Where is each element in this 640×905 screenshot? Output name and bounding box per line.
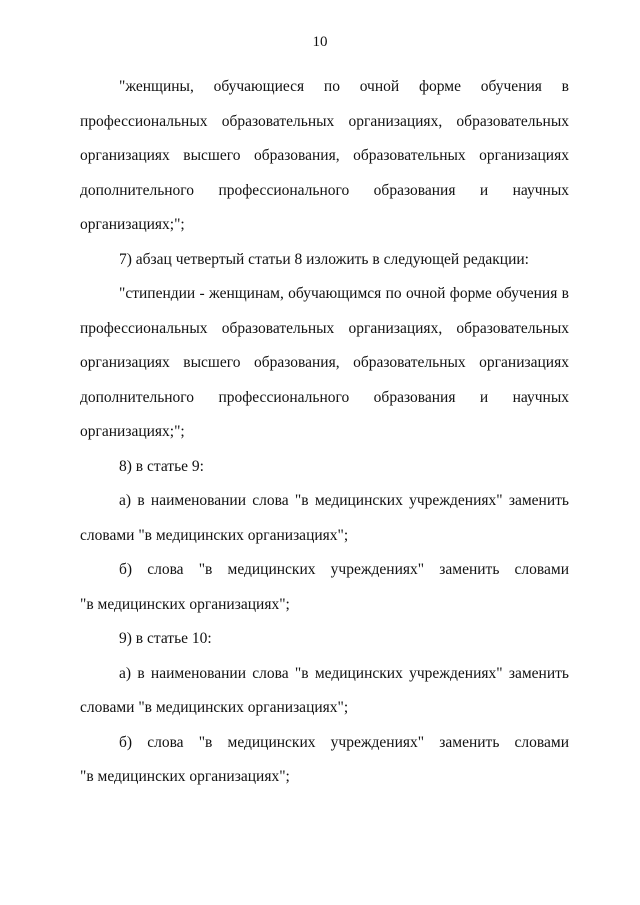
paragraph-item-9	[80, 622, 569, 657]
paragraph-item-8	[80, 450, 569, 485]
paragraph-item-8a	[80, 484, 569, 553]
text-line: профессиональных образовательных организациях, образовательных	[80, 112, 569, 130]
text-line: 9) в статье 10:	[119, 630, 212, 647]
text-line: "в медицинских организациях";	[80, 595, 290, 613]
text-line: словами "в медицинских организациях";	[80, 526, 349, 544]
text-line: дополнительного профессионального образования и научных	[80, 181, 569, 199]
text-line: а) в наименовании слова "в медицинских учреждениях" заменить	[119, 492, 569, 509]
text-line: организациях высшего образования, образовательных организациях	[80, 354, 569, 371]
paragraph-women-students-quote	[80, 70, 569, 243]
text-line: "в медицинских организациях";	[80, 768, 290, 785]
paragraph-item-9a	[80, 657, 569, 726]
text-line: "стипендии - женщинам, обучающимся по очной форме обучения в	[119, 285, 569, 302]
paragraph-item-9b	[80, 726, 569, 795]
paragraph-item-8b	[80, 553, 569, 622]
text-line: дополнительного профессионального образования и научных	[80, 388, 569, 406]
text-line: б) слова "в медицинских учреждениях" заменить словами	[119, 561, 569, 578]
page-number: 10	[312, 34, 328, 50]
text-line: 7) абзац четвертый статьи 8 изложить в следующей редакции:	[119, 250, 529, 268]
text-line: 8) в статье 9:	[119, 457, 204, 475]
text-line: а) в наименовании слова "в медицинских учреждениях" заменить	[119, 664, 569, 682]
text-line: организациях высшего образования, образовательных организациях	[80, 147, 569, 164]
text-line: б) слова "в медицинских учреждениях" заменить словами	[119, 733, 569, 751]
text-line: словами "в медицинских организациях";	[80, 699, 349, 716]
paragraph-item-7	[80, 243, 569, 278]
text-line: организациях;";	[80, 216, 185, 233]
text-line: организациях;";	[80, 423, 185, 440]
text-line: "женщины, обучающиеся по очной форме обучения в	[119, 78, 569, 95]
paragraph-stipend-quote	[80, 277, 569, 450]
text-line: профессиональных образовательных организациях, образовательных	[80, 319, 569, 337]
document-body	[80, 70, 569, 795]
